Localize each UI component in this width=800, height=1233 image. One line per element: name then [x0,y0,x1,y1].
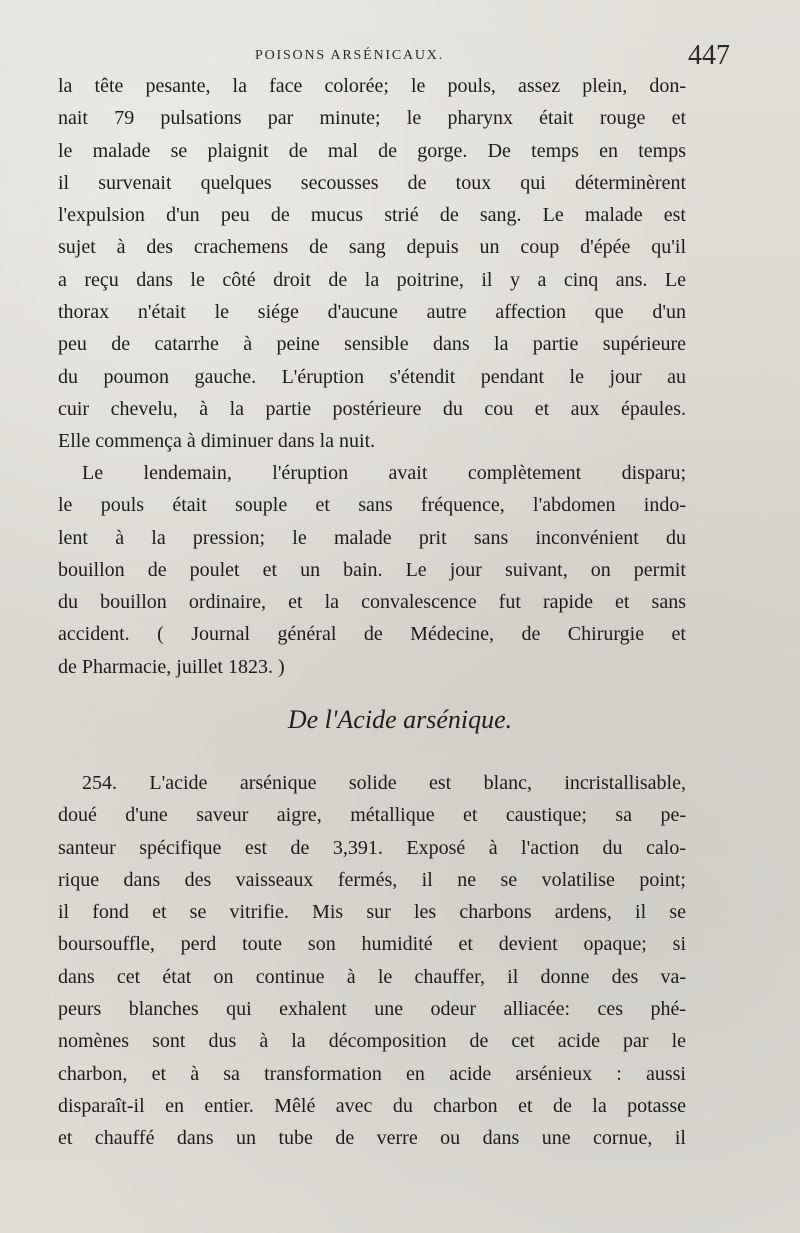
text-line: peurs blanches qui exhalent une odeur alliacée: ces phé- [58,998,686,1021]
text-line: thorax n'était le siége d'aucune autre affection que d'un [58,301,686,324]
text-line: le pouls était souple et sans fréquence, l'abdomen indo- [58,494,686,517]
text-line: dans cet état on continue à le chauffer, il donne des va- [58,965,686,988]
text-line: nomènes sont dus à la décomposition de cet acide par le [58,1030,686,1053]
text-line: et chauffé dans un tube de verre ou dans une cornue, il [58,1127,686,1150]
text-line: lent à la pression; le malade prit sans inconvénient du [58,526,686,549]
text-line: le malade se plaignit de mal de gorge. De temps en temps [58,139,686,162]
text-line: peu de catarrhe à peine sensible dans la partie supérieure [58,333,686,356]
text-line: doué d'une saveur aigre, métallique et caustique; sa pe- [58,804,686,827]
text-line: charbon, et à sa transformation en acide arsénieux : aussi [58,1062,686,1085]
text-line: il survenait quelques secousses de toux qui déterminèrent [58,171,686,194]
text-line: du poumon gauche. L'éruption s'étendit pendant le jour au [58,365,686,388]
text-line: disparaît-il en entier. Mêlé avec du charbon et de la potasse [58,1094,686,1117]
paragraph-3 [58,767,686,1155]
paragraph-1 [58,70,686,458]
page-number: 447 [688,40,730,71]
text-line: de Pharmacie, juillet 1823. ) [58,655,285,678]
text-line: il fond et se vitrifie. Mis sur les charbons ardens, il se [58,901,686,924]
text-line: a reçu dans le côté droit de la poitrine, il y a cinq ans. Le [58,268,686,291]
text-line: Le lendemain, l'éruption avait complètement disparu; [82,462,686,484]
text-line: Elle commença à diminuer dans la nuit. [58,430,376,453]
text-line: nait 79 pulsations par minute; le pharynx était rouge et [58,107,686,130]
text-line: du bouillon ordinaire, et la convalescence fut rapide et sans [58,591,686,614]
text-line: 254. L'acide arsénique solide est blanc, incristallisable, [82,772,686,794]
section-title: De l'Acide arsénique. [287,705,513,734]
running-head: POISONS ARSÉNICAUX. [255,48,445,63]
text-line: sujet à des crachemens de sang depuis un coup d'épée qu'il [58,236,686,259]
text-line: cuir chevelu, à la partie postérieure du cou et aux épaules. [58,397,686,420]
paragraph-2 [58,457,686,683]
text-line: l'expulsion d'un peu de mucus strié de sang. Le malade est [58,204,686,227]
text-line: bouillon de poulet et un bain. Le jour suivant, on permit [58,558,686,581]
text-line: la tête pesante, la face colorée; le pouls, assez plein, don- [58,75,686,97]
text-line: accident. ( Journal général de Médecine, de Chirurgie et [58,623,686,646]
text-line: santeur spécifique est de 3,391. Exposé à l'action du calo- [58,836,686,859]
text-line: boursouffle, perd toute son humidité et devient opaque; si [58,933,686,956]
text-line: rique dans des vaisseaux fermés, il ne se volatilise point; [58,868,686,891]
